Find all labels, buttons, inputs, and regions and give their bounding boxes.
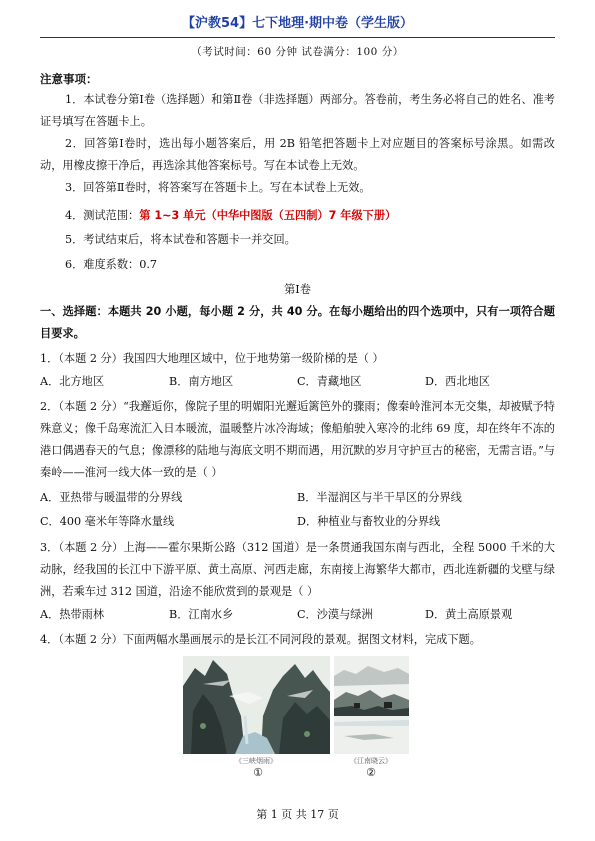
option-a: A．亚热带与暖温带的分界线 [40,491,183,504]
question-3-options [40,604,555,626]
ink-painting-jiangnan [334,656,409,754]
notice-heading: 注意事项： [40,72,98,86]
option-d: D．西北地区 [425,375,490,388]
question-1-options [40,371,555,393]
notice-item-3: 3．回答第Ⅱ卷时，将答案写在答题卡上。写在本试卷上无效。 [65,181,371,194]
test-range: 第 1~3 单元（中华中图版（五四制）7 年级下册） [139,209,397,222]
question-3-stem: 3．（本题 2 分）上海——霍尔果斯公路（312 国道）是一条贯通我国东南与西北，全程 5000 千米的大动脉，经我国的长江中下游平原、黄土高原、河西走廊，东南接上海繁华大都市，西北连新疆的戈壁与绿洲，若乘车过 312 国道，沿途不能欣赏到的景观是（ ） [40,541,555,598]
figure-2-number: ② [366,766,376,779]
figure-1-number: ① [253,766,263,779]
option-c: C．400 毫米年等降水量线 [40,515,175,528]
notice-item-4 [40,205,555,227]
option-a: A．北方地区 [40,375,105,388]
notice-item-4-prefix: 4．测试范围： [65,209,140,222]
notice-item-5: 5．考试结束后，将本试卷和答题卡一并交回。 [65,233,296,246]
question-4-stem: 4．（本题 2 分）下面两幅水墨画展示的是长江不同河段的景观。据图文材料，完成下题。 [40,633,481,646]
section-instruction: 一、选择题：本题共 20 小题，每小题 2 分，共 40 分。在每小题给出的四个选项中，只有一项符合题目要求。 [40,305,555,340]
header-divider [40,37,555,38]
notice-item-1: 1．本试卷分第Ⅰ卷（选择题）和第Ⅱ卷（非选择题）两部分。答卷前，考生务必将自己的姓名、准考证号填写在答题卡上。 [40,93,555,128]
question-2-options-row2 [40,511,555,533]
question-2-options-row1 [40,487,555,509]
option-c: C．青藏地区 [297,375,362,388]
option-c: C．沙漠与绿洲 [297,608,373,621]
question-1-stem: 1．（本题 2 分）我国四大地理区域中，位于地势第一级阶梯的是（ ） [40,352,384,365]
question-2-stem: 2．（本题 2 分）“我邂逅你，像院子里的明媚阳光邂逅篱笆外的骤雨；像秦岭淮河本无交集，却被赋予特殊意义；像千岛寒流汇入日本暖流，温暖整片冰冷海域；像船舶驶入寒冷的北纬 69 度，却在终年不冻的港口偶遇春天的气息；像漂移的陆地与海底文明不期而遇，用沉默的岁月守护亘古的秘密，无需言语。”与秦岭——淮河一线大体一致的是（ ） [40,400,555,479]
exam-title: 【沪教54】七下地理·期中卷（学生版） [181,16,414,31]
section-title: 第Ⅰ卷 [284,283,311,296]
notice-item-6: 6．难度系数：0.7 [65,258,158,271]
notice-item-2: 2．回答第Ⅰ卷时，选出每小题答案后，用 2B 铅笔把答题卡上对应题目的答案标号涂黑。如需改动，用橡皮擦干净后，再选涂其他答案标号。写在本试卷上无效。 [40,137,555,172]
page-footer: 第 1 页 共 17 页 [256,808,339,821]
option-b: B．半湿润区与半干旱区的分界线 [297,491,462,504]
figure-1-caption: 《三峡烟雨》 [235,757,277,765]
option-d: D．种植业与畜牧业的分界线 [297,515,441,528]
option-b: B．江南水乡 [169,608,234,621]
ink-painting-three-gorges [183,656,330,754]
option-b: B．南方地区 [169,375,234,388]
option-d: D．黄土高原景观 [425,608,513,621]
figure-2-caption: 《江南晓云》 [350,757,392,765]
exam-time-info: （考试时间：60 分钟 试卷满分：100 分） [191,46,404,58]
option-a: A．热带雨林 [40,608,105,621]
